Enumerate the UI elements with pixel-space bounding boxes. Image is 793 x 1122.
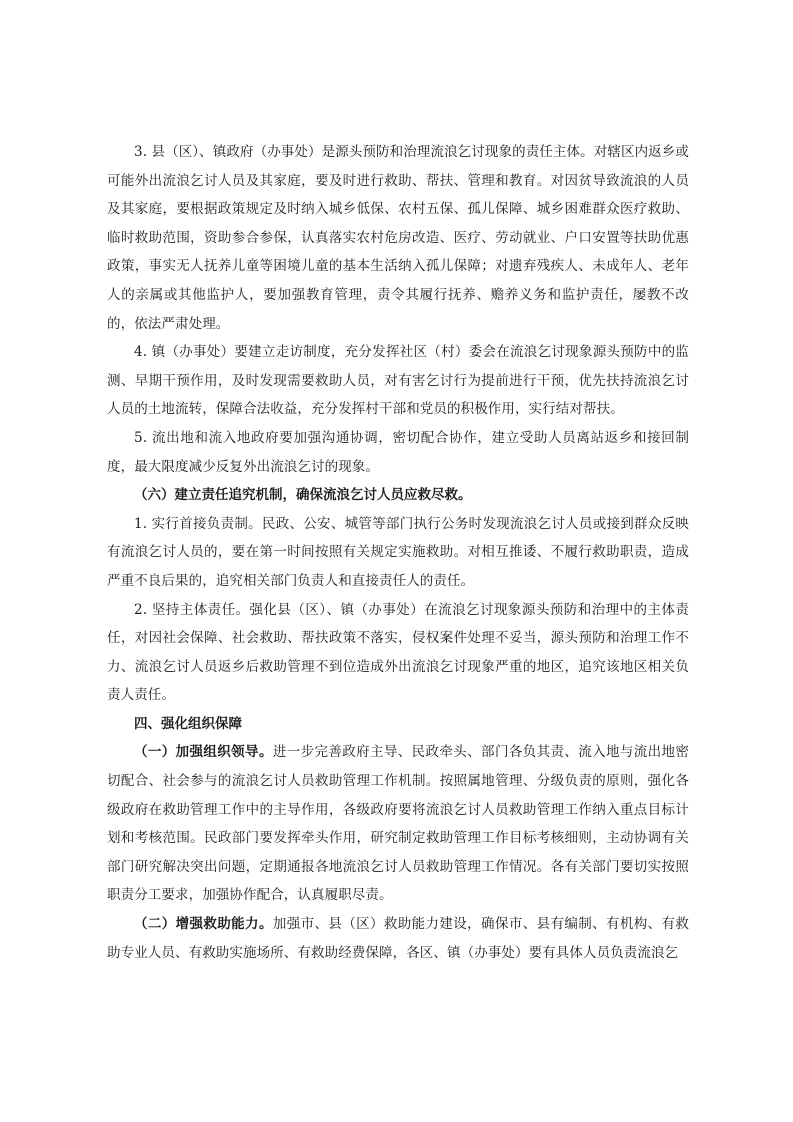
paragraph-item-3: 3. 县（区）、镇政府（办事处）是源头预防和治理流浪乞讨现象的责任主体。对辖区内返乡或可能外出流浪乞讨人员及其家庭，要及时进行救助、帮扶、管理和教育。对因贫导致流浪的人员及其家庭，要根据政策规定及时纳入城乡低保、农村五保、孤儿保障、城乡困难群众医疗救助、临时救助范围，资助参合参保，认真落实农村危房改造、医疗、劳动就业、户口安置等扶助优惠政策，事实无人抚养儿童等困境儿童的基本生活纳入孤儿保障；对遗弃残疾人、未成年人、老年人的亲属或其他监护人，要加强教育管理，责令其履行抚养、赡养义务和监护责任，屡教不改的，依法严肃处理。	[107, 144, 689, 332]
subsection-heading-6: （六）建立责任追究机制，确保流浪乞讨人员应救尽救。	[134, 487, 472, 504]
paragraph-body-leadership: 进一步完善政府主导、民政牵头、部门各负其责、流入地与流出地密切配合、社会参与的流浪乞讨人员救助管理工作机制。按照属地管理、分级负责的原则，强化各级政府在救助管理工作中的主导作用，各级政府要将流浪乞讨人员救助管理工作纳入重点目标计划和考核范围。民政部门要发挥牵头作用，研究制定救助管理工作目标考核细则，主动协调有关部门研究解决突出问题，定期通报各地流浪乞讨人员救助管理工作情况。各有关部门要切实按照职责分工要求，加强协作配合，认真履职尽责。	[107, 744, 690, 904]
paragraph-leadership	[107, 738, 689, 910]
paragraph-lead-leadership: （一）加强组织领导。	[134, 744, 273, 761]
paragraph-capacity	[107, 910, 689, 967]
section-heading-4: 四、强化组织保障	[134, 715, 242, 732]
paragraph-item-5: 5. 流出地和流入地政府要加强沟通协调，密切配合协作，建立受助人员离站返乡和接回制度，最大限度减少反复外出流浪乞讨的现象。	[107, 429, 689, 475]
paragraph-first-responsibility: 1. 实行首接负责制。民政、公安、城管等部门执行公务时发现流浪乞讨人员或接到群众反映有流浪乞讨人员的，要在第一时间按照有关规定实施救助。对相互推诿、不履行救助职责，造成严重不良后果的，追究相关部门负责人和直接责任人的责任。	[107, 515, 689, 589]
paragraph-main-responsibility: 2. 坚持主体责任。强化县（区）、镇（办事处）在流浪乞讨现象源头预防和治理中的主体责任，对因社会保障、社会救助、帮扶政策不落实，侵权案件处理不妥当，源头预防和治理工作不力、流浪乞讨人员返乡后救助管理不到位造成外出流浪乞讨现象严重的地区，追究该地区相关负责人责任。	[107, 601, 689, 704]
document-page	[107, 138, 689, 967]
paragraph-lead-capacity: （二）增强救助能力。	[134, 916, 273, 933]
paragraph-item-4: 4. 镇（办事处）要建立走访制度，充分发挥社区（村）委会在流浪乞讨现象源头预防中的监测、早期干预作用，及时发现需要救助人员，对有害乞讨行为提前进行干预，优先扶持流浪乞讨人员的土地流转，保障合法收益，充分发挥村干部和党员的积极作用，实行结对帮扶。	[107, 344, 689, 418]
paragraph-body-capacity: 加强市、县（区）救助能力建设，确保市、县有编制、有机构、有救助专业人员、有救助实施场所、有救助经费保障，各区、镇（办事处）要有具体人员负责流浪乞	[107, 916, 690, 961]
